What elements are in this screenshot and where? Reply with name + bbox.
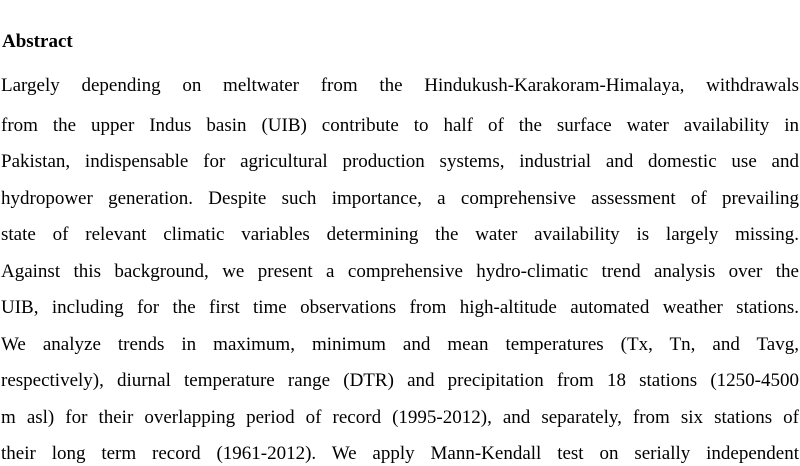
- abstract-line: m asl) for their overlapping period of record (1995-2012), and separately, from six stations of: [1, 407, 799, 428]
- abstract-line: Against this background, we present a comprehensive hydro-climatic trend analysis over the: [1, 261, 799, 282]
- abstract-line: their long term record (1961-2012). We apply Mann-Kendall test on serially independent: [1, 443, 799, 464]
- abstract-line: UIB, including for the first time observations from high-altitude automated weather stations.: [1, 297, 799, 318]
- abstract-line: respectively), diurnal temperature range (DTR) and precipitation from 18 stations (1250-4500: [1, 370, 799, 391]
- abstract-line: state of relevant climatic variables determining the water availability is largely missing.: [1, 224, 799, 245]
- abstract-line: hydropower generation. Despite such importance, a comprehensive assessment of prevailing: [1, 188, 799, 209]
- abstract-heading: Abstract: [2, 31, 73, 52]
- abstract-line: Largely depending on meltwater from the Hindukush-Karakoram-Himalaya, withdrawals: [1, 75, 799, 96]
- abstract-line: We analyze trends in maximum, minimum and mean temperatures (Tx, Tn, and Tavg,: [1, 334, 799, 355]
- abstract-line: from the upper Indus basin (UIB) contribute to half of the surface water availability in: [1, 115, 799, 136]
- abstract-line: Pakistan, indispensable for agricultural production systems, industrial and domestic use and: [1, 151, 799, 172]
